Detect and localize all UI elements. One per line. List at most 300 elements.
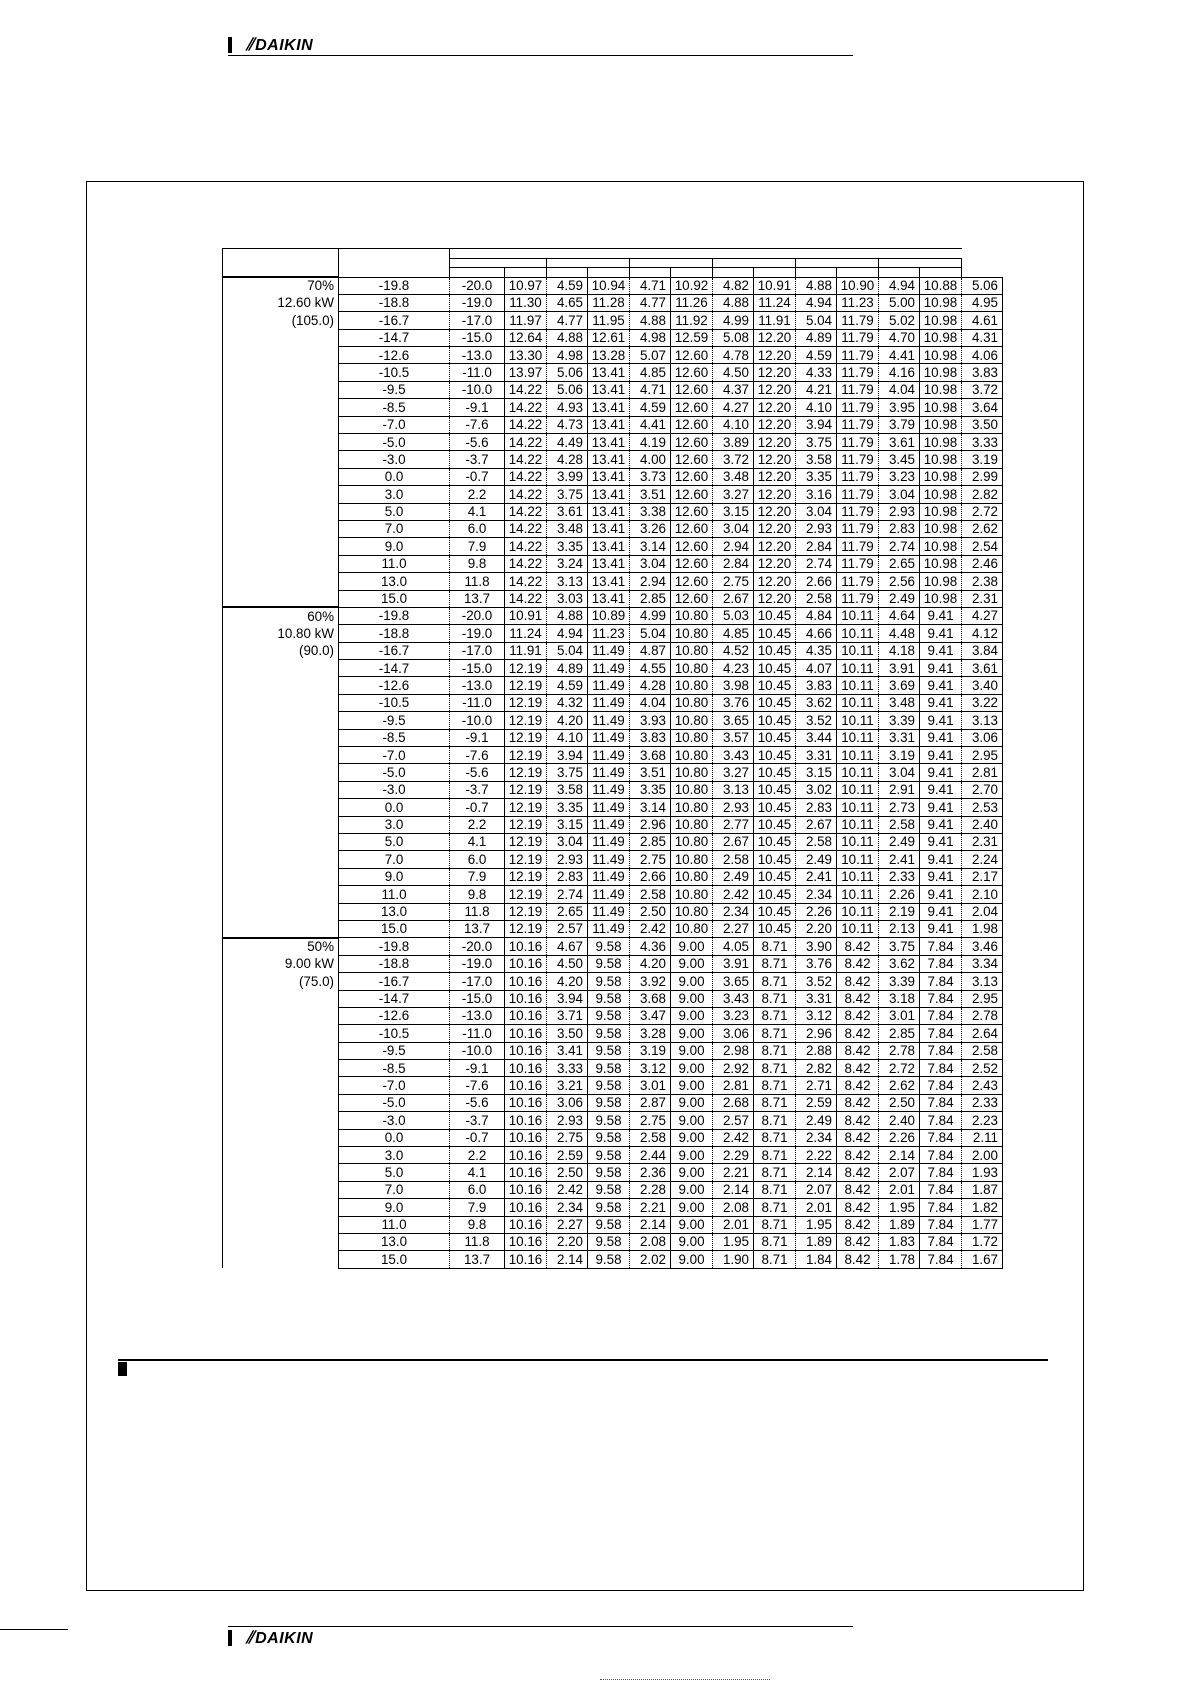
capacity-cell: 12.60 xyxy=(671,486,713,503)
power-cell: 3.89 xyxy=(713,434,754,451)
table-row xyxy=(223,799,1003,816)
capacity-cell: 7.84 xyxy=(920,1060,962,1077)
power-cell: 1.95 xyxy=(879,1199,920,1216)
capacity-cell: 11.49 xyxy=(588,886,630,903)
capacity-cell: 10.11 xyxy=(837,816,879,833)
capacity-cell: 8.71 xyxy=(754,1147,796,1164)
power-cell: 4.21 xyxy=(796,381,837,398)
temperature-cell: -19.8 xyxy=(339,938,450,955)
table-row xyxy=(223,764,1003,781)
power-cell: 3.75 xyxy=(547,486,588,503)
power-cell: 4.52 xyxy=(713,642,754,659)
temperature-cell: -14.7 xyxy=(339,329,450,346)
temperature-cell: 7.9 xyxy=(450,538,505,555)
temperature-cell: -7.0 xyxy=(339,1077,450,1094)
power-cell: 2.93 xyxy=(547,1112,588,1129)
power-cell: 3.44 xyxy=(796,729,837,746)
power-cell: 3.04 xyxy=(796,503,837,520)
power-cell: 2.58 xyxy=(796,834,837,851)
power-cell: 3.68 xyxy=(630,990,671,1007)
capacity-cell: 11.24 xyxy=(505,625,547,642)
power-cell: 4.71 xyxy=(630,277,671,294)
capacity-cell: 14.22 xyxy=(505,434,547,451)
table-row xyxy=(223,642,1003,659)
capacity-cell: 11.23 xyxy=(837,294,879,311)
temperature-cell: 11.0 xyxy=(339,886,450,903)
capacity-cell: 9.58 xyxy=(588,1077,630,1094)
temperature-cell: -12.6 xyxy=(339,677,450,694)
capacity-cell: 11.49 xyxy=(588,764,630,781)
temperature-cell: 11.8 xyxy=(450,903,505,920)
power-cell: 3.72 xyxy=(962,381,1003,398)
capacity-cell: 10.80 xyxy=(671,781,713,798)
capacity-cell: 11.79 xyxy=(837,451,879,468)
group-label-cell xyxy=(223,381,339,398)
temperature-cell: -16.7 xyxy=(339,642,450,659)
capacity-cell: 10.16 xyxy=(505,1007,547,1024)
capacity-cell: 9.58 xyxy=(588,955,630,972)
capacity-cell: 11.49 xyxy=(588,694,630,711)
capacity-cell: 8.42 xyxy=(837,1007,879,1024)
power-cell: 3.75 xyxy=(879,938,920,955)
capacity-cell: 9.41 xyxy=(920,712,962,729)
power-cell: 3.92 xyxy=(630,973,671,990)
power-cell: 2.26 xyxy=(796,903,837,920)
capacity-cell: 8.42 xyxy=(837,1112,879,1129)
table-row xyxy=(223,294,1003,311)
power-cell: 1.83 xyxy=(879,1233,920,1250)
temperature-cell: -20.0 xyxy=(450,607,505,624)
power-cell: 1.84 xyxy=(796,1251,837,1268)
capacity-cell: 10.16 xyxy=(505,1112,547,1129)
group-label-cell xyxy=(223,747,339,764)
temperature-cell: 11.8 xyxy=(450,1233,505,1250)
temperature-cell: -3.7 xyxy=(450,781,505,798)
temperature-cell: 2.2 xyxy=(450,1147,505,1164)
capacity-cell: 12.19 xyxy=(505,799,547,816)
power-cell: 3.71 xyxy=(547,1007,588,1024)
power-cell: 3.01 xyxy=(630,1077,671,1094)
group-label-cell xyxy=(223,486,339,503)
table-row xyxy=(223,729,1003,746)
capacity-cell: 10.80 xyxy=(671,868,713,885)
capacity-cell: 12.60 xyxy=(671,416,713,433)
power-cell: 3.26 xyxy=(630,520,671,537)
power-cell: 4.59 xyxy=(796,347,837,364)
power-cell: 3.52 xyxy=(796,712,837,729)
temperature-cell: 0.0 xyxy=(339,799,450,816)
power-cell: 2.44 xyxy=(630,1147,671,1164)
power-cell: 2.68 xyxy=(713,1094,754,1111)
capacity-cell: 9.00 xyxy=(671,1216,713,1233)
temperature-cell: -13.0 xyxy=(450,347,505,364)
capacity-cell: 8.42 xyxy=(837,1129,879,1146)
temperature-cell: -3.0 xyxy=(339,451,450,468)
power-cell: 2.58 xyxy=(713,851,754,868)
capacity-cell: 12.60 xyxy=(671,590,713,607)
capacity-cell: 8.71 xyxy=(754,1251,796,1268)
capacity-cell: 9.41 xyxy=(920,834,962,851)
group-label-cell xyxy=(223,1094,339,1111)
capacity-cell: 9.41 xyxy=(920,781,962,798)
power-cell: 2.81 xyxy=(962,764,1003,781)
power-cell: 4.10 xyxy=(796,399,837,416)
capacity-cell: 10.16 xyxy=(505,1060,547,1077)
capacity-cell: 11.49 xyxy=(588,642,630,659)
power-cell: 2.94 xyxy=(630,573,671,590)
table-row xyxy=(223,920,1003,937)
power-cell: 2.34 xyxy=(713,903,754,920)
table-row xyxy=(223,677,1003,694)
capacity-cell: 12.60 xyxy=(671,364,713,381)
capacity-cell: 10.45 xyxy=(754,886,796,903)
capacity-cell: 10.80 xyxy=(671,660,713,677)
power-cell: 4.20 xyxy=(630,955,671,972)
table-row xyxy=(223,851,1003,868)
power-cell: 3.04 xyxy=(713,520,754,537)
capacity-cell: 12.20 xyxy=(754,468,796,485)
capacity-cell: 12.60 xyxy=(671,399,713,416)
power-cell: 2.92 xyxy=(713,1060,754,1077)
capacity-cell: 12.19 xyxy=(505,903,547,920)
temperature-cell: -5.6 xyxy=(450,764,505,781)
capacity-cell: 10.98 xyxy=(920,520,962,537)
group-label-cell xyxy=(223,451,339,468)
power-cell: 3.98 xyxy=(713,677,754,694)
power-cell: 5.06 xyxy=(962,277,1003,294)
power-cell: 2.01 xyxy=(796,1199,837,1216)
capacity-cell: 11.26 xyxy=(671,294,713,311)
power-cell: 2.75 xyxy=(713,573,754,590)
table-row xyxy=(223,486,1003,503)
capacity-cell: 9.41 xyxy=(920,920,962,937)
temperature-cell: -9.5 xyxy=(339,381,450,398)
capacity-cell: 12.19 xyxy=(505,712,547,729)
capacity-cell: 7.84 xyxy=(920,1112,962,1129)
power-cell: 1.77 xyxy=(962,1216,1003,1233)
power-cell: 3.23 xyxy=(879,468,920,485)
table-row xyxy=(223,712,1003,729)
temperature-cell: -0.7 xyxy=(450,799,505,816)
power-cell: 2.73 xyxy=(879,799,920,816)
power-cell: 4.67 xyxy=(547,938,588,955)
capacity-cell: 10.89 xyxy=(588,607,630,624)
power-cell: 2.99 xyxy=(962,468,1003,485)
power-cell: 4.16 xyxy=(879,364,920,381)
capacity-cell: 10.80 xyxy=(671,851,713,868)
capacity-cell: 9.41 xyxy=(920,851,962,868)
capacity-cell: 10.11 xyxy=(837,851,879,868)
power-cell: 3.13 xyxy=(713,781,754,798)
power-cell: 4.88 xyxy=(547,329,588,346)
capacity-cell: 10.98 xyxy=(920,399,962,416)
power-cell: 3.75 xyxy=(547,764,588,781)
capacity-cell: 13.97 xyxy=(505,364,547,381)
capacity-cell: 12.19 xyxy=(505,694,547,711)
table-row xyxy=(223,607,1003,624)
temperature-cell: -11.0 xyxy=(450,364,505,381)
power-cell: 3.14 xyxy=(630,538,671,555)
group-label-cell xyxy=(223,1181,339,1198)
power-cell: 1.67 xyxy=(962,1251,1003,1268)
temperature-cell: -15.0 xyxy=(450,990,505,1007)
capacity-cell: 10.11 xyxy=(837,868,879,885)
capacity-cell: 10.98 xyxy=(920,503,962,520)
power-cell: 1.93 xyxy=(962,1164,1003,1181)
temperature-cell: -5.0 xyxy=(339,1094,450,1111)
temperature-cell: -7.6 xyxy=(450,1077,505,1094)
capacity-cell: 11.91 xyxy=(754,312,796,329)
table-row xyxy=(223,312,1003,329)
power-cell: 3.99 xyxy=(547,468,588,485)
capacity-cell: 13.41 xyxy=(588,399,630,416)
power-cell: 2.07 xyxy=(879,1164,920,1181)
power-cell: 2.21 xyxy=(713,1164,754,1181)
temperature-cell: 6.0 xyxy=(450,851,505,868)
capacity-cell: 11.24 xyxy=(754,294,796,311)
temperature-cell: 9.8 xyxy=(450,1216,505,1233)
capacity-cell: 7.84 xyxy=(920,1164,962,1181)
capacity-cell: 11.79 xyxy=(837,416,879,433)
capacity-cell: 14.22 xyxy=(505,573,547,590)
capacity-cell: 8.71 xyxy=(754,938,796,955)
capacity-cell: 10.45 xyxy=(754,607,796,624)
power-cell: 2.72 xyxy=(879,1060,920,1077)
power-cell: 2.72 xyxy=(962,503,1003,520)
capacity-cell: 12.20 xyxy=(754,381,796,398)
power-cell: 4.06 xyxy=(962,347,1003,364)
power-cell: 2.56 xyxy=(879,573,920,590)
power-cell: 2.67 xyxy=(713,590,754,607)
capacity-cell: 10.45 xyxy=(754,660,796,677)
power-cell: 3.31 xyxy=(879,729,920,746)
capacity-cell: 12.60 xyxy=(671,555,713,572)
temperature-cell: -7.6 xyxy=(450,416,505,433)
power-cell: 3.06 xyxy=(713,1025,754,1042)
power-cell: 4.18 xyxy=(879,642,920,659)
power-cell: 4.88 xyxy=(630,312,671,329)
table-row xyxy=(223,1094,1003,1111)
performance-table xyxy=(222,248,1003,1269)
power-cell: 2.98 xyxy=(713,1042,754,1059)
capacity-cell: 9.58 xyxy=(588,1042,630,1059)
power-cell: 3.61 xyxy=(962,660,1003,677)
group-label-cell xyxy=(223,1112,339,1129)
capacity-cell: 10.45 xyxy=(754,764,796,781)
section-rule xyxy=(118,1359,1048,1361)
power-cell: 4.78 xyxy=(713,347,754,364)
power-cell: 4.27 xyxy=(962,607,1003,624)
power-cell: 2.93 xyxy=(713,799,754,816)
power-cell: 1.82 xyxy=(962,1199,1003,1216)
capacity-cell: 10.45 xyxy=(754,920,796,937)
temperature-cell: 5.0 xyxy=(339,834,450,851)
capacity-cell: 11.79 xyxy=(837,347,879,364)
power-cell: 3.52 xyxy=(796,973,837,990)
power-cell: 4.61 xyxy=(962,312,1003,329)
power-cell: 4.94 xyxy=(879,277,920,294)
group-label-cell xyxy=(223,764,339,781)
table-header xyxy=(223,249,1003,278)
capacity-cell: 12.20 xyxy=(754,503,796,520)
capacity-cell: 10.98 xyxy=(920,294,962,311)
temperature-cell: -3.7 xyxy=(450,451,505,468)
table-row xyxy=(223,694,1003,711)
power-cell: 3.83 xyxy=(630,729,671,746)
capacity-cell: 12.60 xyxy=(671,451,713,468)
capacity-cell: 8.42 xyxy=(837,1147,879,1164)
capacity-cell: 11.79 xyxy=(837,399,879,416)
capacity-cell: 9.00 xyxy=(671,1164,713,1181)
power-cell: 4.59 xyxy=(630,399,671,416)
capacity-cell: 10.11 xyxy=(837,660,879,677)
power-cell: 2.33 xyxy=(879,868,920,885)
capacity-cell: 10.16 xyxy=(505,990,547,1007)
temperature-cell: -16.7 xyxy=(339,312,450,329)
group-label-cell xyxy=(223,1164,339,1181)
power-cell: 2.10 xyxy=(962,886,1003,903)
table-row xyxy=(223,364,1003,381)
capacity-cell: 14.22 xyxy=(505,381,547,398)
power-cell: 2.13 xyxy=(879,920,920,937)
power-cell: 4.04 xyxy=(879,381,920,398)
power-cell: 3.04 xyxy=(547,834,588,851)
capacity-cell: 9.41 xyxy=(920,729,962,746)
temperature-cell: 4.1 xyxy=(450,503,505,520)
capacity-cell: 12.20 xyxy=(754,573,796,590)
capacity-cell: 13.30 xyxy=(505,347,547,364)
capacity-cell: 9.58 xyxy=(588,1233,630,1250)
table-row xyxy=(223,781,1003,798)
group-label-cell xyxy=(223,886,339,903)
temperature-cell: -7.6 xyxy=(450,747,505,764)
power-cell: 1.89 xyxy=(796,1233,837,1250)
capacity-cell: 8.42 xyxy=(837,1025,879,1042)
temperature-cell: -12.6 xyxy=(339,1007,450,1024)
temperature-cell: 9.0 xyxy=(339,868,450,885)
capacity-cell: 9.41 xyxy=(920,868,962,885)
temperature-cell: -9.1 xyxy=(450,1060,505,1077)
power-cell: 3.33 xyxy=(547,1060,588,1077)
power-cell: 3.34 xyxy=(962,955,1003,972)
capacity-cell: 13.41 xyxy=(588,468,630,485)
power-cell: 2.42 xyxy=(547,1181,588,1198)
capacity-cell: 11.49 xyxy=(588,816,630,833)
temperature-cell: 9.8 xyxy=(450,886,505,903)
group-label-cell xyxy=(223,781,339,798)
group-label-cell xyxy=(223,660,339,677)
power-cell: 2.31 xyxy=(962,590,1003,607)
power-cell: 3.91 xyxy=(879,660,920,677)
power-cell: 3.47 xyxy=(630,1007,671,1024)
temperature-cell: 2.2 xyxy=(450,486,505,503)
power-cell: 3.62 xyxy=(796,694,837,711)
temperature-cell: 11.0 xyxy=(339,555,450,572)
capacity-cell: 13.41 xyxy=(588,416,630,433)
power-cell: 4.37 xyxy=(713,381,754,398)
power-cell: 2.43 xyxy=(962,1077,1003,1094)
capacity-cell: 13.41 xyxy=(588,381,630,398)
power-cell: 3.38 xyxy=(630,503,671,520)
power-cell: 3.33 xyxy=(962,434,1003,451)
capacity-cell: 11.79 xyxy=(837,434,879,451)
capacity-cell: 10.80 xyxy=(671,903,713,920)
power-cell: 3.41 xyxy=(547,1042,588,1059)
power-cell: 5.08 xyxy=(713,329,754,346)
capacity-cell: 12.20 xyxy=(754,399,796,416)
capacity-cell: 12.20 xyxy=(754,555,796,572)
table-row xyxy=(223,538,1003,555)
power-cell: 3.18 xyxy=(879,990,920,1007)
power-cell: 3.50 xyxy=(547,1025,588,1042)
power-cell: 3.62 xyxy=(879,955,920,972)
temperature-cell: 7.0 xyxy=(339,851,450,868)
table-row xyxy=(223,1216,1003,1233)
power-cell: 3.79 xyxy=(879,416,920,433)
power-cell: 4.59 xyxy=(547,277,588,294)
power-cell: 2.31 xyxy=(962,834,1003,851)
power-cell: 3.48 xyxy=(879,694,920,711)
power-cell: 2.65 xyxy=(547,903,588,920)
capacity-cell: 9.00 xyxy=(671,990,713,1007)
power-cell: 2.01 xyxy=(879,1181,920,1198)
power-cell: 2.49 xyxy=(879,590,920,607)
temperature-cell: -9.5 xyxy=(339,712,450,729)
capacity-cell: 10.98 xyxy=(920,329,962,346)
group-label-cell xyxy=(223,1233,339,1250)
capacity-cell: 14.22 xyxy=(505,590,547,607)
capacity-cell: 10.45 xyxy=(754,712,796,729)
capacity-cell: 7.84 xyxy=(920,973,962,990)
power-cell: 3.22 xyxy=(962,694,1003,711)
power-cell: 2.34 xyxy=(796,1129,837,1146)
power-cell: 3.14 xyxy=(630,799,671,816)
table-row xyxy=(223,277,1003,294)
table-row xyxy=(223,1060,1003,1077)
power-cell: 2.67 xyxy=(713,834,754,851)
temperature-cell: -18.8 xyxy=(339,955,450,972)
capacity-cell: 10.98 xyxy=(920,468,962,485)
power-cell: 4.20 xyxy=(547,973,588,990)
capacity-cell: 10.16 xyxy=(505,1147,547,1164)
temperature-cell: 11.0 xyxy=(339,1216,450,1233)
power-cell: 4.31 xyxy=(962,329,1003,346)
power-cell: 2.57 xyxy=(547,920,588,937)
group-label-cell xyxy=(223,555,339,572)
capacity-cell: 9.58 xyxy=(588,1007,630,1024)
temperature-cell: -5.6 xyxy=(450,1094,505,1111)
power-cell: 2.58 xyxy=(630,886,671,903)
capacity-cell: 9.41 xyxy=(920,886,962,903)
capacity-cell: 8.42 xyxy=(837,973,879,990)
power-cell: 2.14 xyxy=(630,1216,671,1233)
power-cell: 1.98 xyxy=(962,920,1003,937)
page-footer xyxy=(228,1627,853,1649)
capacity-cell: 9.00 xyxy=(671,1094,713,1111)
temperature-cell: -19.0 xyxy=(450,955,505,972)
capacity-cell: 12.20 xyxy=(754,451,796,468)
table-row xyxy=(223,1181,1003,1198)
power-cell: 2.58 xyxy=(630,1129,671,1146)
power-cell: 2.14 xyxy=(796,1164,837,1181)
group-capacity: 12.60 kW xyxy=(223,294,339,311)
capacity-cell: 9.58 xyxy=(588,1129,630,1146)
group-label-cell xyxy=(223,399,339,416)
power-cell: 2.49 xyxy=(713,868,754,885)
temperature-cell: 4.1 xyxy=(450,1164,505,1181)
capacity-cell: 10.88 xyxy=(920,277,962,294)
capacity-cell: 9.41 xyxy=(920,694,962,711)
